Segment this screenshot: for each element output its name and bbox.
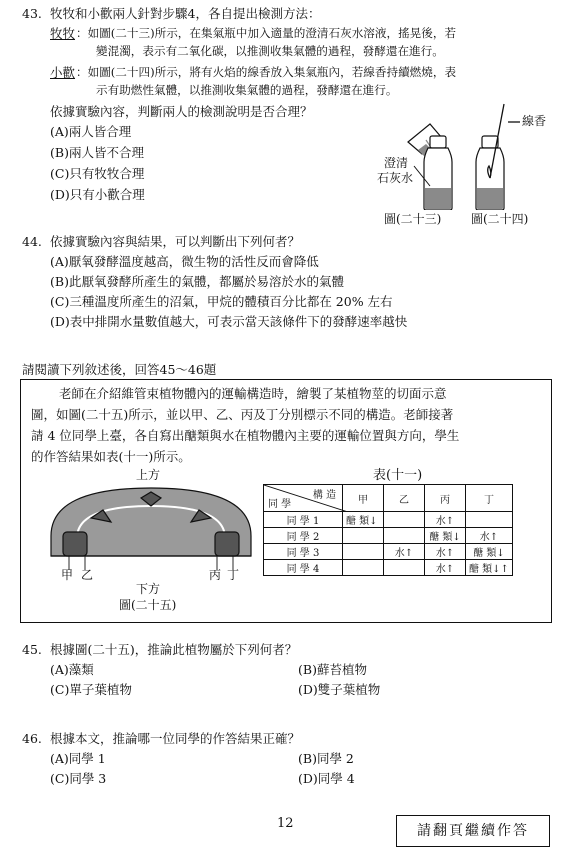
table-header-cell: 甲 (343, 485, 384, 512)
table-cell (343, 560, 384, 576)
option-b[interactable]: (B)此厭氧發酵所產生的氣體，都屬於易溶於水的氣體 (50, 274, 344, 289)
table-cell: 水↑ (425, 560, 466, 576)
option-c[interactable]: (C)單子葉植物 (50, 682, 132, 697)
mumu-name: 牧牧 (50, 26, 76, 41)
lime-water-label-1: 澄清 (384, 156, 409, 170)
option-c[interactable]: (C)同學 3 (50, 771, 107, 786)
question-number: 46. (22, 731, 42, 746)
table-cell: 水↑ (466, 528, 513, 544)
table-corner-cell (264, 485, 343, 512)
label-jia: 甲 (61, 568, 74, 582)
question-text: 依據實驗內容與結果，可以判斷出下列何者？ (50, 234, 301, 249)
figure-25-top-label: 上方 (136, 468, 161, 482)
incense-label: 線香 (522, 114, 547, 128)
table-cell: 醣 類↓ (425, 528, 466, 544)
continue-notice: 請翻頁繼續作答 (396, 815, 550, 847)
option-a[interactable]: (A)兩人皆合理 (50, 124, 132, 139)
label-yi: 乙 (81, 568, 94, 582)
student-cell: 同 學 1 (264, 512, 343, 528)
corner-bottom-label: 同 學 (268, 499, 292, 510)
mumu-text-line-2: 變混濁，表示有二氧化碳，以推測收集氣體的過程，發酵還在進行。 (96, 44, 444, 58)
table-11 (263, 484, 513, 576)
lime-water-label-2: 石灰水 (377, 171, 414, 185)
table-cell: 醣 類↓↑ (466, 560, 513, 576)
table-header-cell: 乙 (384, 485, 425, 512)
option-c[interactable]: (C)三種溫度所產生的沼氣，甲烷的體積百分比都在 20% 左右 (50, 294, 393, 309)
table-row (264, 560, 513, 576)
passage-intro: 請閱讀下列敘述後，回答45～46題 (22, 362, 217, 377)
figure-25-caption: 圖(二十五) (119, 598, 177, 612)
passage-text-line-1: 老師在介紹維管束植物體內的運輸構造時，繪製了某植物莖的切面示意 (59, 386, 447, 401)
option-d[interactable]: (D)表中排開水量數值越大，可表示當天該條件下的發酵速率越快 (50, 314, 408, 329)
page-number: 12 (277, 816, 294, 831)
figure-24-caption: 圖(二十四) (471, 212, 529, 226)
option-b[interactable]: (B)兩人皆不合理 (50, 145, 144, 160)
table-cell: 水↑ (384, 544, 425, 560)
figure-25-bottom-label: 下方 (136, 582, 161, 596)
option-a[interactable]: (A)厭氧發酵溫度越高，微生物的活性反而會降低 (50, 254, 319, 269)
table-cell (384, 528, 425, 544)
table-cell: 水↑ (425, 544, 466, 560)
table-row (264, 512, 513, 528)
stem-cross-section-diagram (41, 482, 261, 562)
passage-text-line-3: 請 4 位同學上臺，各自寫出醣類與水在植物體內主要的運輸位置與方向，學生 (31, 428, 460, 443)
table-cell: 醣 類↓ (466, 544, 513, 560)
table-cell (384, 512, 425, 528)
table-cell: 水↑ (425, 512, 466, 528)
option-b[interactable]: (B)同學 2 (298, 751, 354, 766)
table-cell (466, 512, 513, 528)
table-header-cell: 丁 (466, 485, 513, 512)
option-a[interactable]: (A)同學 1 (50, 751, 106, 766)
student-cell: 同 學 2 (264, 528, 343, 544)
question-text: 根據本文，推論哪一位同學的作答結果正確？ (50, 731, 301, 746)
table-cell: 醣 類↓ (343, 512, 384, 528)
option-d[interactable]: (D)雙子葉植物 (298, 682, 381, 697)
figure-23-caption: 圖(二十三) (384, 212, 442, 226)
passage-text-line-4: 的作答結果如表(十一)所示。 (31, 449, 191, 464)
student-cell: 同 學 4 (264, 560, 343, 576)
passage-text-line-2: 圖，如圖(二十五)所示，並以甲、乙、丙及丁分別標示不同的構造。老師接著 (31, 407, 454, 422)
table-row (264, 544, 513, 560)
table-cell (384, 560, 425, 576)
label-bing: 丙 (209, 568, 222, 582)
question-stem: 牧牧和小歡兩人針對步驟4，各自提出檢測方法： (50, 6, 321, 21)
option-d[interactable]: (D)只有小歡合理 (50, 187, 145, 202)
passage-box (20, 379, 552, 623)
xiaohuan-text-line-1: ：如圖(二十四)所示，將有火焰的線香放入集氣瓶內，若線香持續燃燒，表 (76, 65, 457, 79)
label-ding: 丁 (227, 568, 240, 582)
table-11-title: 表(十一) (373, 468, 423, 483)
table-row (264, 528, 513, 544)
question-number: 44. (22, 234, 42, 249)
question-number: 43. (22, 6, 42, 21)
xiaohuan-text-line-2: 示有助燃性氣體，以推測收集氣體的過程，發酵還在進行。 (96, 83, 398, 97)
question-number: 45. (22, 642, 42, 657)
corner-top-label: 構 造 (312, 490, 336, 501)
option-a[interactable]: (A)藻類 (50, 662, 94, 677)
question-text: 根據圖(二十五)，推論此植物屬於下列何者？ (50, 642, 298, 657)
student-cell: 同 學 3 (264, 544, 343, 560)
table-cell (343, 544, 384, 560)
xiaohuan-name: 小歡 (50, 65, 76, 80)
option-b[interactable]: (B)蘚苔植物 (298, 662, 367, 677)
option-c[interactable]: (C)只有牧牧合理 (50, 166, 145, 181)
question-text: 依據實驗內容，判斷兩人的檢測說明是否合理？ (50, 104, 313, 119)
option-d[interactable]: (D)同學 4 (298, 771, 355, 786)
mumu-text-line-1: ：如圖(二十三)所示，在集氣瓶中加入適量的澄清石灰水溶液，搖晃後，若 (76, 26, 457, 40)
table-cell (343, 528, 384, 544)
table-header-cell: 丙 (425, 485, 466, 512)
